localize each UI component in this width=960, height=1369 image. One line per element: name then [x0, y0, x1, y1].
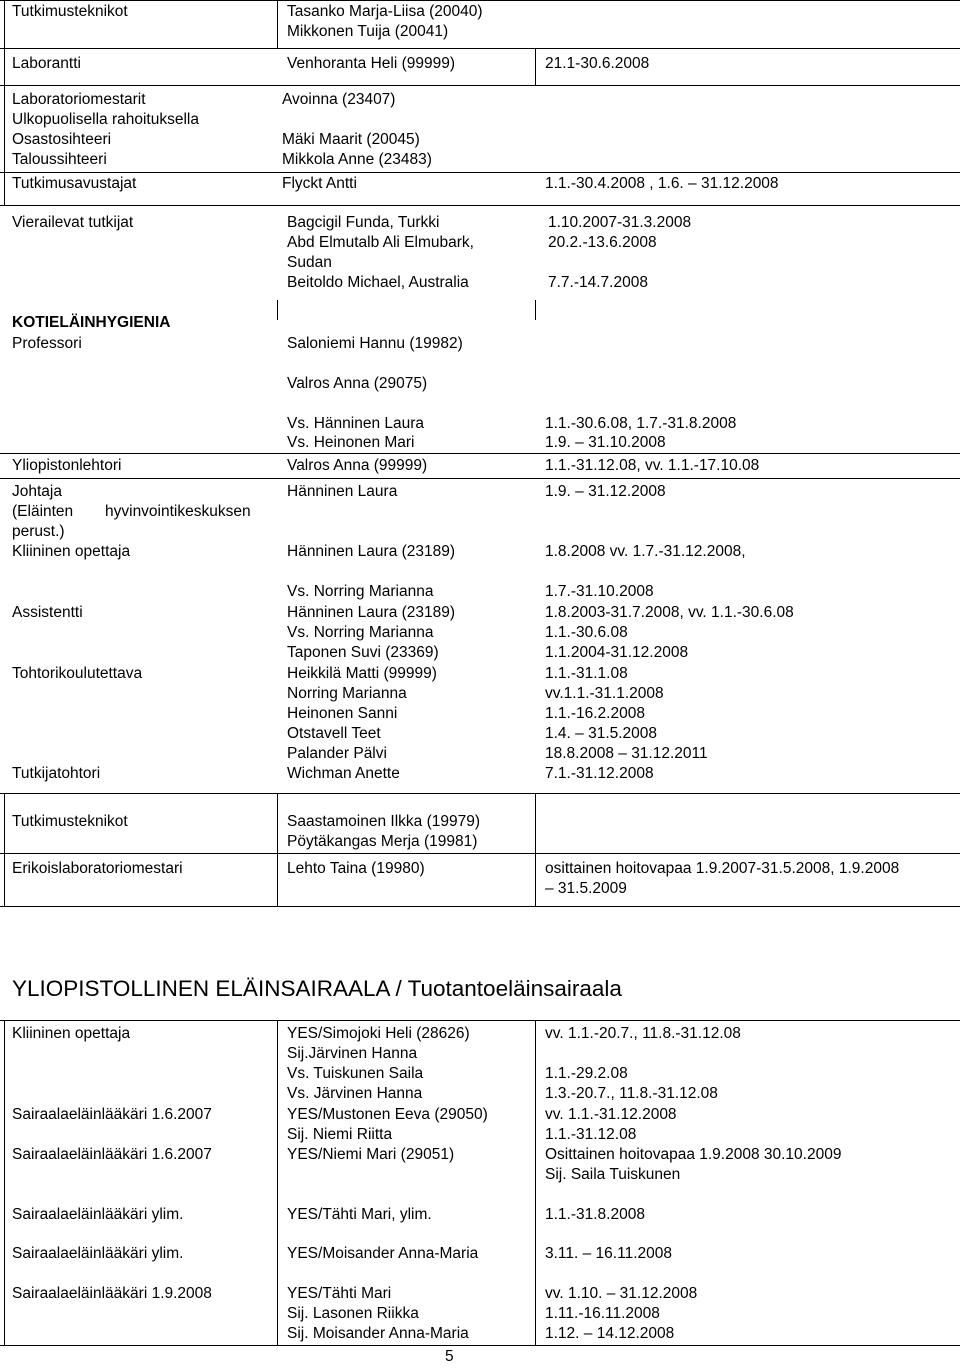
name: Otstavell Teet	[287, 725, 381, 742]
role-sairaalaelainlaakari: Sairaalaeläinlääkäri 1.9.2008	[12, 1285, 212, 1302]
section-title: YLIOPISTOLLINEN ELÄINSAIRAALA / Tuotantoeläinsairaala	[12, 976, 622, 1001]
name: Tasanko Marja-Liisa (20040)	[287, 3, 483, 20]
rule	[0, 1345, 960, 1346]
role-sairaalaelainlaakari-ylim: Sairaalaeläinlääkäri ylim.	[12, 1245, 184, 1262]
date: 7.1.-31.12.2008	[545, 765, 654, 782]
rule	[0, 205, 960, 206]
role-sairaalaelainlaakari-ylim: Sairaalaeläinlääkäri ylim.	[12, 1206, 184, 1223]
date: 1.1.-29.2.08	[545, 1065, 628, 1082]
name: Valros Anna (99999)	[287, 457, 428, 474]
name: Palander Pälvi	[287, 745, 387, 762]
role-line: Ulkopuolisella rahoituksella	[12, 111, 199, 128]
name: Venhoranta Heli (99999)	[287, 55, 456, 72]
rule	[0, 853, 960, 854]
role-tohtorikoulutettava: Tohtorikoulutettava	[12, 665, 143, 682]
rule	[0, 906, 960, 907]
name: Hänninen Laura	[287, 483, 398, 500]
rule	[535, 48, 536, 85]
date: vv. 1.1.-20.7., 11.8.-31.12.08	[545, 1025, 741, 1042]
role-tutkimusavustajat: Tutkimusavustajat	[12, 175, 137, 192]
name: Avoinna (23407)	[282, 91, 396, 108]
name: YES/Tähti Mari, ylim.	[287, 1206, 432, 1223]
name: Mäki Maarit (20045)	[282, 131, 420, 148]
date: 1.1.-31.8.2008	[545, 1206, 645, 1223]
name: Valros Anna (29075)	[287, 375, 428, 392]
rule	[277, 1020, 278, 1345]
name: Sudan	[287, 254, 332, 271]
role-assistentti: Assistentti	[12, 604, 83, 621]
name: Flyckt Antti	[282, 175, 357, 192]
rule	[277, 0, 278, 48]
name: Norring Marianna	[287, 685, 407, 702]
date: 1.11.-16.11.2008	[545, 1305, 660, 1322]
role-tutkimusteknikot: Tutkimusteknikot	[12, 813, 128, 830]
role-line: hyvinvointikeskuksen	[105, 503, 251, 520]
name: YES/Tähti Mari	[287, 1285, 392, 1302]
rule	[0, 793, 960, 794]
date: 1.9. – 31.10.2008	[545, 434, 666, 451]
role-tutkimusteknikot: Tutkimusteknikot	[12, 3, 128, 20]
role-line: perust.)	[12, 523, 65, 540]
section-heading: KOTIELÄINHYGIENIA	[12, 314, 171, 331]
name: Saastamoinen Ilkka (19979)	[287, 813, 481, 830]
date: 1.1.-31.1.08	[545, 665, 628, 682]
date: 1.1.2004-31.12.2008	[545, 644, 689, 661]
name: Bagcigil Funda, Turkki	[287, 214, 440, 231]
date: 18.8.2008 – 31.12.2011	[545, 745, 708, 762]
role-kliininen: Kliininen opettaja	[12, 1025, 131, 1042]
date: 1.12. – 14.12.2008	[545, 1325, 675, 1342]
name: YES/Mustonen Eeva (29050)	[287, 1106, 488, 1123]
role-professori: Professori	[12, 335, 82, 352]
name: Heikkilä Matti (99999)	[287, 665, 437, 682]
name: Mikkola Anne (23483)	[282, 151, 432, 168]
name: Vs. Hänninen Laura	[287, 415, 425, 432]
rule	[0, 85, 960, 86]
name: Sij. Lasonen Riikka	[287, 1305, 419, 1322]
role-vierailevat: Vierailevat tutkijat	[12, 214, 134, 231]
rule	[0, 1020, 960, 1021]
name: Vs. Tuiskunen Saila	[287, 1065, 424, 1082]
rule	[0, 0, 960, 1]
date: 1.7.-31.10.2008	[545, 583, 654, 600]
name: Heinonen Sanni	[287, 705, 398, 722]
date: 1.8.2008 vv. 1.7.-31.12.2008,	[545, 543, 746, 560]
role-johtaja: Johtaja	[12, 483, 62, 500]
rule	[4, 0, 5, 205]
date: 1.1.-31.12.08, vv. 1.1.-17.10.08	[545, 457, 760, 474]
name: Pöytäkangas Merja (19981)	[287, 833, 478, 850]
date: 1.3.-20.7., 11.8.-31.12.08	[545, 1085, 718, 1102]
name: Hänninen Laura (23189)	[287, 543, 456, 560]
name: Sij. Niemi Riitta	[287, 1126, 393, 1143]
date: 1.1.-31.12.08	[545, 1126, 637, 1143]
date: 20.2.-13.6.2008	[548, 234, 657, 251]
rule	[4, 793, 5, 906]
rule	[535, 1020, 536, 1345]
date: vv. 1.10. – 31.12.2008	[545, 1285, 698, 1302]
date: vv. 1.1.-31.12.2008	[545, 1106, 677, 1123]
date: 1.8.2003-31.7.2008, vv. 1.1.-30.6.08	[545, 604, 794, 621]
name: Lehto Taina (19980)	[287, 860, 425, 877]
date: 7.7.-14.7.2008	[548, 274, 648, 291]
name: Sij. Moisander Anna-Maria	[287, 1325, 469, 1342]
date: Sij. Saila Tuiskunen	[545, 1166, 681, 1183]
name: Saloniemi Hannu (19982)	[287, 335, 463, 352]
rule	[277, 300, 278, 320]
date: 1.1.-16.2.2008	[545, 705, 645, 722]
name: Beitoldo Michael, Australia	[287, 274, 469, 291]
date: 1.4. – 31.5.2008	[545, 725, 658, 742]
role-taloussihteeri: Taloussihteeri	[12, 151, 107, 168]
name: Vs. Heinonen Mari	[287, 434, 415, 451]
rule	[535, 793, 536, 906]
name: YES/Moisander Anna-Maria	[287, 1245, 479, 1262]
role-osastosihteeri: Osastosihteeri	[12, 131, 112, 148]
rule	[535, 300, 536, 320]
role-laboratoriomestarit: Laboratoriomestarit	[12, 91, 146, 108]
role-line: (Eläinten	[12, 503, 74, 520]
name: Vs. Järvinen Hanna	[287, 1085, 423, 1102]
name: Mikkonen Tuija (20041)	[287, 23, 449, 40]
role-sairaalaelainlaakari: Sairaalaeläinlääkäri 1.6.2007	[12, 1146, 212, 1163]
date: 21.1-30.6.2008	[545, 55, 650, 72]
date: 1.9. – 31.12.2008	[545, 483, 666, 500]
role-yliopistonlehtori: Yliopistonlehtori	[12, 457, 122, 474]
name: Vs. Norring Marianna	[287, 624, 434, 641]
date: 3.11. – 16.11.2008	[545, 1245, 672, 1262]
date: Osittainen hoitovapaa 1.9.2008 30.10.2009	[545, 1146, 842, 1163]
role-tutkijatohtori: Tutkijatohtori	[12, 765, 101, 782]
date: osittainen hoitovapaa 1.9.2007-31.5.2008, 1.9.2008	[545, 860, 900, 877]
name: Abd Elmutalb Ali Elmubark,	[287, 234, 474, 251]
rule	[0, 48, 960, 49]
name: Vs. Norring Marianna	[287, 583, 434, 600]
name: YES/Niemi Mari (29051)	[287, 1146, 455, 1163]
name: YES/Simojoki Heli (28626)	[287, 1025, 470, 1042]
rule	[0, 478, 960, 479]
rule	[277, 793, 278, 906]
rule	[0, 453, 960, 454]
name: Hänninen Laura (23189)	[287, 604, 456, 621]
role-sairaalaelainlaakari: Sairaalaeläinlääkäri 1.6.2007	[12, 1106, 212, 1123]
date: 1.1.-30.6.08, 1.7.-31.8.2008	[545, 415, 737, 432]
page-number: 5	[445, 1348, 454, 1365]
date: 1.10.2007-31.3.2008	[548, 214, 692, 231]
rule	[0, 172, 960, 173]
name: Taponen Suvi (23369)	[287, 644, 439, 661]
date: vv.1.1.-31.1.2008	[545, 685, 664, 702]
date: – 31.5.2009	[545, 880, 627, 897]
name: Wichman Anette	[287, 765, 400, 782]
rule	[4, 1020, 5, 1345]
date: 1.1.-30.4.2008 , 1.6. – 31.12.2008	[545, 175, 779, 192]
date: 1.1.-30.6.08	[545, 624, 628, 641]
name: Sij.Järvinen Hanna	[287, 1045, 418, 1062]
role-erikoislaboratoriomestari: Erikoislaboratoriomestari	[12, 860, 183, 877]
role-kliininen: Kliininen opettaja	[12, 543, 131, 560]
role-laborantti: Laborantti	[12, 55, 81, 72]
